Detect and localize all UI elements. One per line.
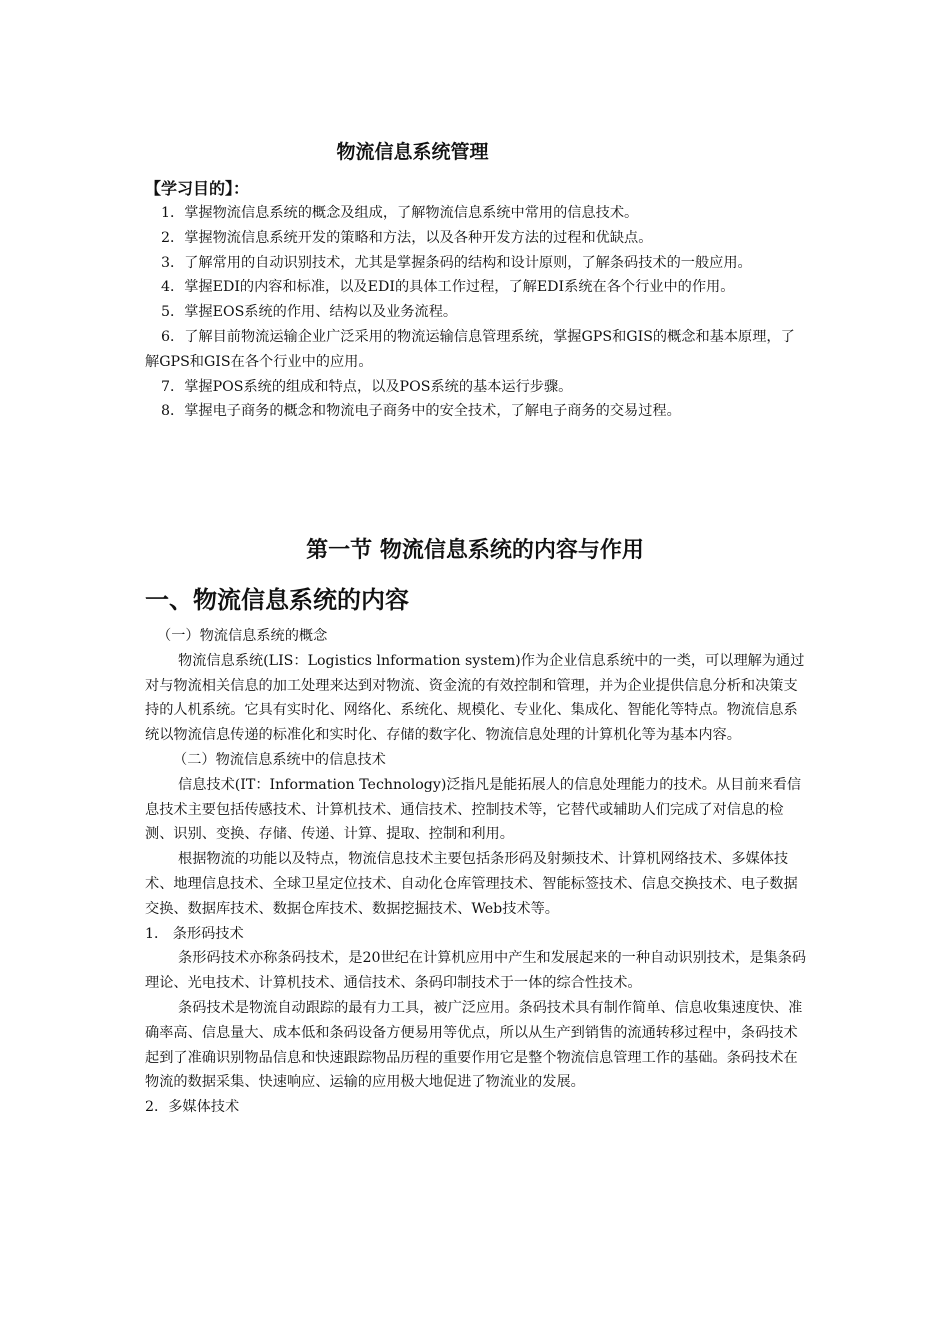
objective-item: 3．了解常用的自动识别技术，尤其是掌握条码的结构和设计原则，了解条码技术的一般应用。 [161, 254, 752, 271]
body-text [145, 624, 807, 1120]
objective-item: 5．掌握EOS系统的作用、结构以及业务流程。 [161, 304, 458, 321]
body-heading: （一）物流信息系统的概念 [157, 628, 328, 644]
subsection-title: 一、物流信息系统的内容 [145, 586, 409, 614]
objectives-heading: 【学习目的】： [145, 179, 250, 198]
body-paragraph: 条形码技术亦称条码技术，是20世纪在计算机应用中产生和发展起来的一种自动识别技术，是集条码理论、光电技术、计算机技术、通信技术、条码印制技术于一体的综合性技术。 [145, 950, 807, 992]
document-title: 物流信息系统管理 [336, 141, 489, 163]
section-title: 第一节 物流信息系统的内容与作用 [306, 538, 644, 563]
objective-item: 2．掌握物流信息系统开发的策略和方法，以及各种开发方法的过程和优缺点。 [161, 229, 653, 246]
objective-item: 1．掌握物流信息系统的概念及组成，了解物流信息系统中常用的信息技术。 [161, 205, 639, 221]
body-paragraph: 条码技术是物流自动跟踪的最有力工具，被广泛应用。条码技术具有制作简单、信息收集速度快、准确率高、信息量大、成本低和条码设备方便易用等优点，所以从生产到销售的流通转移过程中，条码技术起到了准确识别物品信息和快速跟踪物品历程的重要作用它是整个物流信息管理工作的基础。条码技术在物流的数据采集、快速响应、运输的应用极大地促进了物流业的发展。 [145, 999, 803, 1091]
body-list-item: 2．多媒体技术 [145, 1099, 240, 1116]
body-paragraph: 根据物流的功能以及特点，物流信息技术主要包括条形码及射频技术、计算机网络技术、多媒体技术、地理信息技术、全球卫星定位技术、自动化仓库管理技术、智能标签技术、信息交换技术、电子数据交换、数据库技术、数据仓库技术、数据挖掘技术、Web技术等。 [145, 851, 798, 917]
body-heading: （二）物流信息系统中的信息技术 [173, 751, 386, 768]
body-list-item: 1． 条形码技术 [145, 925, 244, 942]
body-paragraph: 信息技术(IT：Information Technology)泛指凡是能拓展人的信息处理能力的技术。从目前来看信息技术主要包括传感技术、计算机技术、通信技术、控制技术等，它替代或辅助人们完成了对信息的检测、识别、变换、存储、传递、计算、提取、控制和利用。 [145, 776, 802, 843]
objective-item: 8．掌握电子商务的概念和物流电子商务中的安全技术，了解电子商务的交易过程。 [161, 403, 681, 420]
objective-item: 7．掌握POS系统的组成和特点，以及POS系统的基本运行步骤。 [161, 378, 573, 395]
body-paragraph: 物流信息系统(LIS：Logistics lnformation system)作为企业信息系统中的一类，可以理解为通过对与物流相关信息的加工处理来达到对物流、资金流的有效控制和管理，并为企业提供信息分析和决策支持的人机系统。它具有实时化、网络化、系统化、规模化、专业化、集成化、智能化等特点。物流信息系统以物流信息传递的标准化和实时化、存储的数字化、物流信息处理的计算机化等为基本内容。 [145, 652, 805, 744]
objective-item: 6．了解目前物流运输企业广泛采用的物流运输信息管理系统，掌握GPS和GIS的概念和基本原理，了解GPS和GIS在各个行业中的应用。 [145, 328, 795, 370]
objective-item: 4．掌握EDI的内容和标准，以及EDI的具体工作过程，了解EDI系统在各个行业中的作用。 [161, 279, 735, 296]
objectives-list [145, 201, 807, 424]
